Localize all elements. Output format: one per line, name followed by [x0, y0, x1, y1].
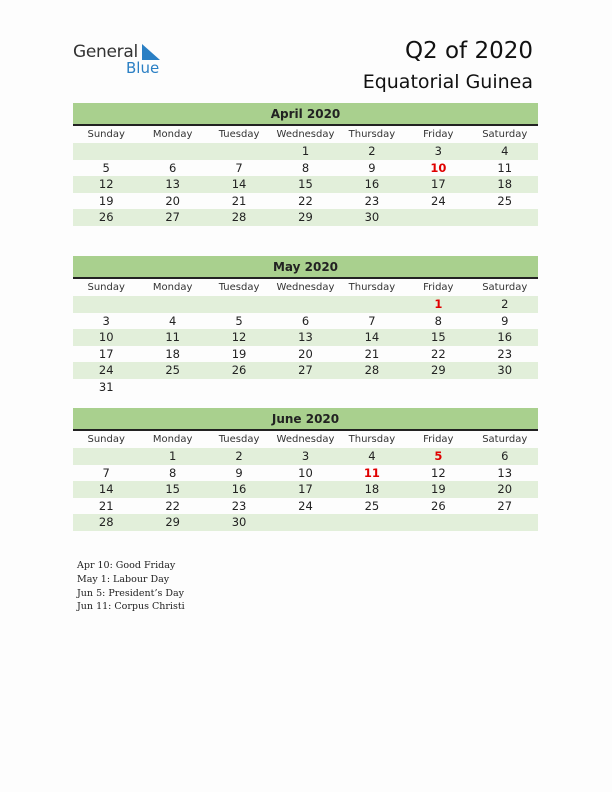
- day-cell: 22: [298, 193, 313, 208]
- day-cell: 8: [301, 160, 310, 175]
- day-cell: 7: [102, 465, 110, 480]
- day-cell: 10: [430, 160, 447, 175]
- week-row: [73, 514, 538, 531]
- day-cell: 13: [497, 465, 513, 480]
- day-cell: 10: [98, 330, 114, 344]
- day-cell: 21: [98, 498, 114, 513]
- day-cell: 26: [431, 498, 446, 513]
- day-cell: 5: [235, 313, 243, 328]
- weekday-label: Wednesday: [276, 434, 335, 445]
- day-cell: 24: [298, 498, 313, 513]
- week-row: [73, 296, 538, 313]
- day-cell: 14: [231, 177, 247, 191]
- day-cell: 5: [102, 160, 110, 175]
- weekday-label: Tuesday: [218, 129, 260, 140]
- week-row: [73, 176, 538, 193]
- weekday-label: Sunday: [87, 434, 125, 445]
- empty-day-cell: [405, 379, 471, 396]
- day-cell: 2: [501, 297, 509, 311]
- day-cell: 16: [364, 177, 380, 191]
- weekday-label: Thursday: [348, 282, 396, 293]
- empty-day-cell: [206, 296, 272, 313]
- weekday-label: Friday: [423, 129, 454, 140]
- empty-day-cell: [339, 514, 405, 531]
- empty-day-cell: [339, 296, 405, 313]
- day-cell: 9: [368, 160, 376, 175]
- empty-day-cell: [472, 379, 538, 396]
- empty-day-cell: [206, 379, 272, 396]
- empty-day-cell: [339, 379, 405, 396]
- week-row: [73, 481, 538, 498]
- day-cell: 24: [98, 363, 114, 377]
- day-cell: 16: [231, 482, 247, 496]
- empty-day-cell: [139, 379, 205, 396]
- day-cell: 23: [231, 498, 247, 513]
- weekday-label: Thursday: [348, 434, 396, 445]
- day-cell: 15: [165, 482, 180, 496]
- weekday-label: Monday: [152, 129, 193, 140]
- day-cell: 18: [497, 177, 513, 191]
- logo-blue-text: Blue: [126, 59, 160, 77]
- day-cell: 3: [434, 144, 442, 158]
- week-row: [73, 448, 538, 465]
- day-cell: 7: [368, 313, 376, 328]
- day-cell: 11: [497, 160, 513, 175]
- month-april: [73, 103, 538, 226]
- day-cell: 14: [364, 330, 380, 344]
- day-cell: 3: [102, 313, 110, 328]
- weekday-label: Saturday: [482, 282, 528, 293]
- month-may: [73, 256, 538, 395]
- day-cell: 25: [497, 193, 513, 208]
- weekday-label: Monday: [152, 282, 193, 293]
- empty-day-cell: [405, 209, 471, 226]
- day-cell: 4: [168, 313, 177, 328]
- week-row: [73, 143, 538, 160]
- weekday-label: Friday: [423, 282, 454, 293]
- week-row: [73, 346, 538, 363]
- day-cell: 26: [98, 210, 114, 224]
- empty-day-cell: [73, 143, 139, 160]
- day-cell: 6: [301, 313, 310, 328]
- empty-day-cell: [405, 514, 471, 531]
- day-cell: 25: [165, 363, 180, 377]
- day-cell: 23: [364, 193, 380, 208]
- holiday-notes: [77, 559, 185, 614]
- day-cell: 15: [431, 330, 446, 344]
- day-cell: 23: [497, 346, 513, 361]
- day-cell: 27: [165, 210, 180, 224]
- day-cell: 12: [231, 330, 247, 344]
- day-cell: 22: [431, 346, 446, 361]
- day-cell: 19: [98, 193, 114, 208]
- day-cell: 2: [235, 449, 243, 463]
- day-cell: 4: [501, 144, 509, 158]
- day-cell: 13: [165, 177, 180, 191]
- day-cell: 13: [298, 330, 313, 344]
- day-cell: 24: [431, 193, 446, 208]
- day-cell: 28: [231, 210, 247, 224]
- day-cell: 30: [497, 363, 513, 377]
- holiday-note: Apr 10: Good Friday: [77, 560, 176, 571]
- day-cell: 30: [364, 210, 380, 224]
- weekday-label: Sunday: [87, 129, 125, 140]
- weekday-label: Monday: [152, 434, 193, 445]
- weekday-label: Saturday: [482, 129, 528, 140]
- empty-day-cell: [272, 514, 338, 531]
- day-cell: 20: [298, 346, 313, 361]
- day-cell: 19: [431, 482, 446, 496]
- day-cell: 21: [364, 346, 380, 361]
- weekday-header-row: [73, 279, 538, 296]
- day-cell: 10: [298, 465, 313, 480]
- empty-day-cell: [272, 296, 338, 313]
- day-cell: 12: [98, 177, 114, 191]
- day-cell: 12: [431, 465, 446, 480]
- month-title: May 2020: [73, 256, 538, 279]
- day-cell: 28: [98, 515, 114, 529]
- weekday-label: Tuesday: [218, 434, 260, 445]
- day-cell: 2: [368, 144, 376, 158]
- month-title: June 2020: [73, 408, 538, 431]
- day-cell: 29: [298, 210, 313, 224]
- day-cell: 27: [497, 498, 513, 513]
- day-cell: 1: [434, 297, 443, 311]
- day-cell: 25: [364, 498, 380, 513]
- month-june: [73, 408, 538, 531]
- holiday-note: May 1: Labour Day: [77, 573, 170, 585]
- weekday-label: Saturday: [482, 434, 528, 445]
- day-cell: 19: [231, 346, 247, 361]
- day-cell: 9: [235, 465, 243, 480]
- weekday-header-row: [73, 431, 538, 448]
- week-row: [73, 160, 538, 177]
- holiday-note: Jun 11: Corpus Christi: [77, 601, 185, 613]
- empty-day-cell: [206, 143, 272, 160]
- logo-general-text: General: [73, 42, 138, 62]
- weekday-label: Tuesday: [218, 282, 260, 293]
- month-title: April 2020: [73, 103, 538, 126]
- day-cell: 15: [298, 177, 313, 191]
- weekday-label: Wednesday: [276, 282, 335, 293]
- day-cell: 6: [168, 160, 177, 175]
- week-row: [73, 465, 538, 482]
- week-row: [73, 313, 538, 330]
- empty-day-cell: [272, 379, 338, 396]
- weekday-label: Friday: [423, 434, 454, 445]
- day-cell: 1: [168, 449, 177, 463]
- page-subtitle: Equatorial Guinea: [362, 71, 533, 93]
- week-row: [73, 498, 538, 515]
- day-cell: 20: [497, 482, 513, 496]
- day-cell: 6: [501, 449, 509, 463]
- empty-day-cell: [73, 448, 139, 465]
- page-title: Q2 of 2020: [404, 38, 533, 64]
- empty-day-cell: [139, 143, 205, 160]
- day-cell: 29: [165, 515, 180, 529]
- day-cell: 18: [165, 346, 180, 361]
- day-cell: 21: [231, 193, 247, 208]
- week-row: [73, 193, 538, 210]
- day-cell: 14: [98, 482, 114, 496]
- weekday-header-row: [73, 126, 538, 143]
- day-cell: 17: [431, 177, 446, 191]
- day-cell: 1: [301, 144, 310, 158]
- day-cell: 4: [368, 449, 376, 463]
- day-cell: 31: [98, 379, 114, 394]
- day-cell: 3: [301, 449, 310, 463]
- day-cell: 16: [497, 330, 513, 344]
- day-cell: 11: [363, 465, 380, 480]
- day-cell: 22: [165, 498, 180, 513]
- week-row: [73, 379, 538, 396]
- day-cell: 20: [165, 193, 180, 208]
- day-cell: 17: [98, 346, 114, 361]
- empty-day-cell: [139, 296, 205, 313]
- day-cell: 26: [231, 363, 247, 377]
- weekday-label: Wednesday: [276, 129, 335, 140]
- holiday-note: Jun 5: President’s Day: [77, 587, 185, 599]
- day-cell: 5: [434, 449, 443, 463]
- day-cell: 29: [431, 363, 446, 377]
- day-cell: 30: [231, 515, 247, 529]
- day-cell: 11: [165, 330, 180, 344]
- empty-day-cell: [73, 296, 139, 313]
- day-cell: 18: [364, 482, 380, 496]
- empty-day-cell: [472, 514, 538, 531]
- weekday-label: Thursday: [348, 129, 396, 140]
- week-row: [73, 209, 538, 226]
- logo: [73, 42, 173, 76]
- day-cell: 8: [434, 313, 442, 328]
- day-cell: 9: [501, 313, 509, 328]
- day-cell: 8: [168, 465, 177, 480]
- week-row: [73, 329, 538, 346]
- day-cell: 27: [298, 363, 313, 377]
- day-cell: 7: [235, 160, 243, 175]
- week-row: [73, 362, 538, 379]
- day-cell: 17: [298, 482, 313, 496]
- empty-day-cell: [472, 209, 538, 226]
- weekday-label: Sunday: [87, 282, 125, 293]
- day-cell: 28: [364, 363, 380, 377]
